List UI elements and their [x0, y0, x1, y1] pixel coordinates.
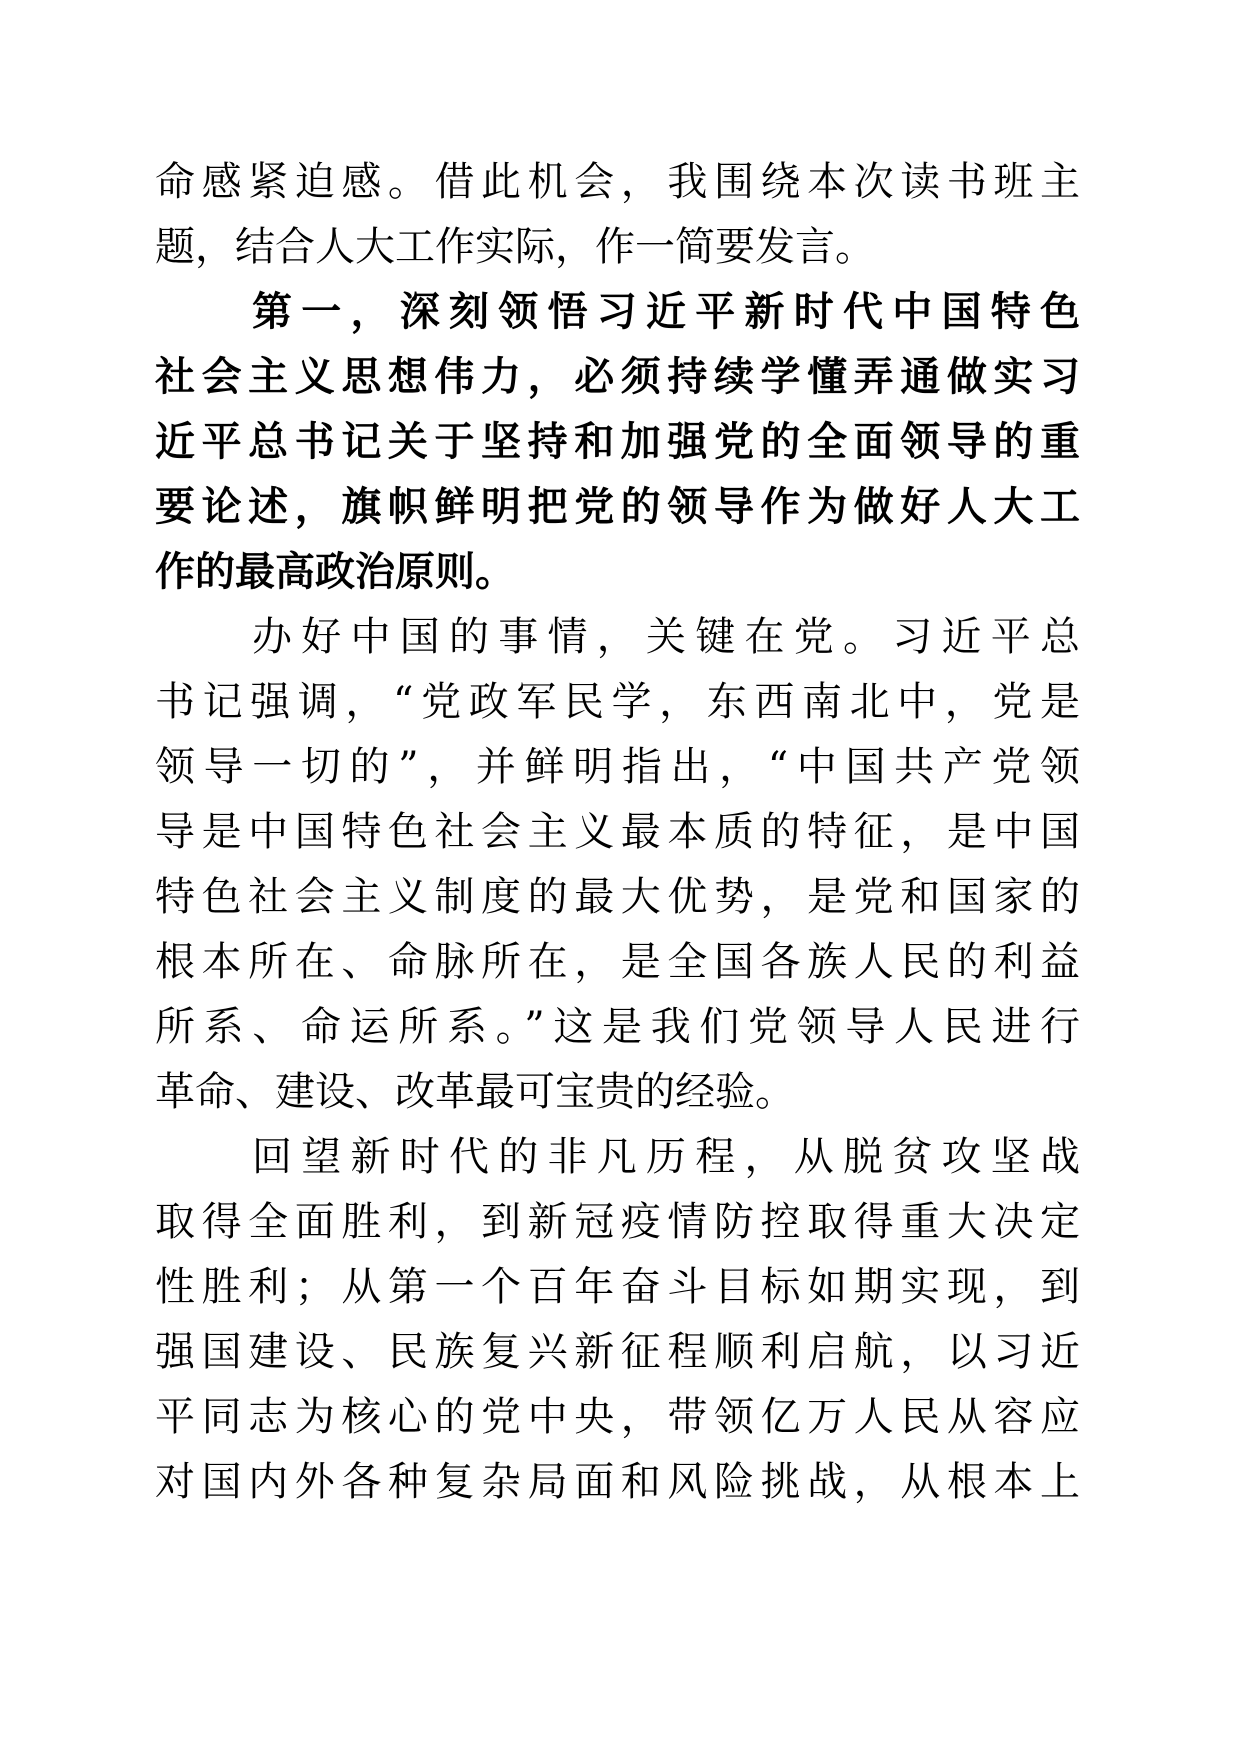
text-line: 性胜利；从第一个百年奋斗目标如期实现，到: [155, 1264, 1080, 1310]
text-line: 平同志为核心的党中央，带领亿万人民从容应: [155, 1394, 1080, 1440]
text-line: 领导一切的”，并鲜明指出，“中国共产党领: [155, 744, 1080, 790]
text-line: 对国内外各种复杂局面和风险挑战，从根本上: [155, 1459, 1080, 1505]
text-line: 强国建设、民族复兴新征程顺利启航，以习近: [155, 1329, 1080, 1375]
text-line: 题，结合人大工作实际，作一简要发言。: [155, 224, 875, 270]
section-heading-line: 第一，深刻领悟习近平新时代中国特色: [252, 289, 1080, 335]
text-line: 书记强调，“党政军民学，东西南北中，党是: [155, 679, 1080, 725]
text-line: 所系、命运所系。”这是我们党领导人民进行: [155, 1004, 1080, 1050]
text-line: 导是中国特色社会主义最本质的特征，是中国: [155, 809, 1080, 855]
section-heading-line: 近平总书记关于坚持和加强党的全面领导的重: [155, 419, 1080, 465]
text-line: 回望新时代的非凡历程，从脱贫攻坚战: [252, 1134, 1080, 1180]
section-heading-line: 要论述，旗帜鲜明把党的领导作为做好人大工: [155, 484, 1080, 530]
text-line: 革命、建设、改革最可宝贵的经验。: [155, 1069, 795, 1115]
section-heading-line: 社会主义思想伟力，必须持续学懂弄通做实习: [155, 354, 1080, 400]
text-line: 办好中国的事情，关键在党。习近平总: [252, 614, 1080, 660]
section-heading-line: 作的最高政治原则。: [155, 549, 515, 595]
text-line: 取得全面胜利，到新冠疫情防控取得重大决定: [155, 1199, 1080, 1245]
text-line: 命感紧迫感。借此机会，我围绕本次读书班主: [155, 159, 1080, 205]
text-line: 特色社会主义制度的最大优势，是党和国家的: [155, 874, 1080, 920]
document-page: [155, 150, 1080, 1515]
text-line: 根本所在、命脉所在，是全国各族人民的利益: [155, 939, 1080, 985]
